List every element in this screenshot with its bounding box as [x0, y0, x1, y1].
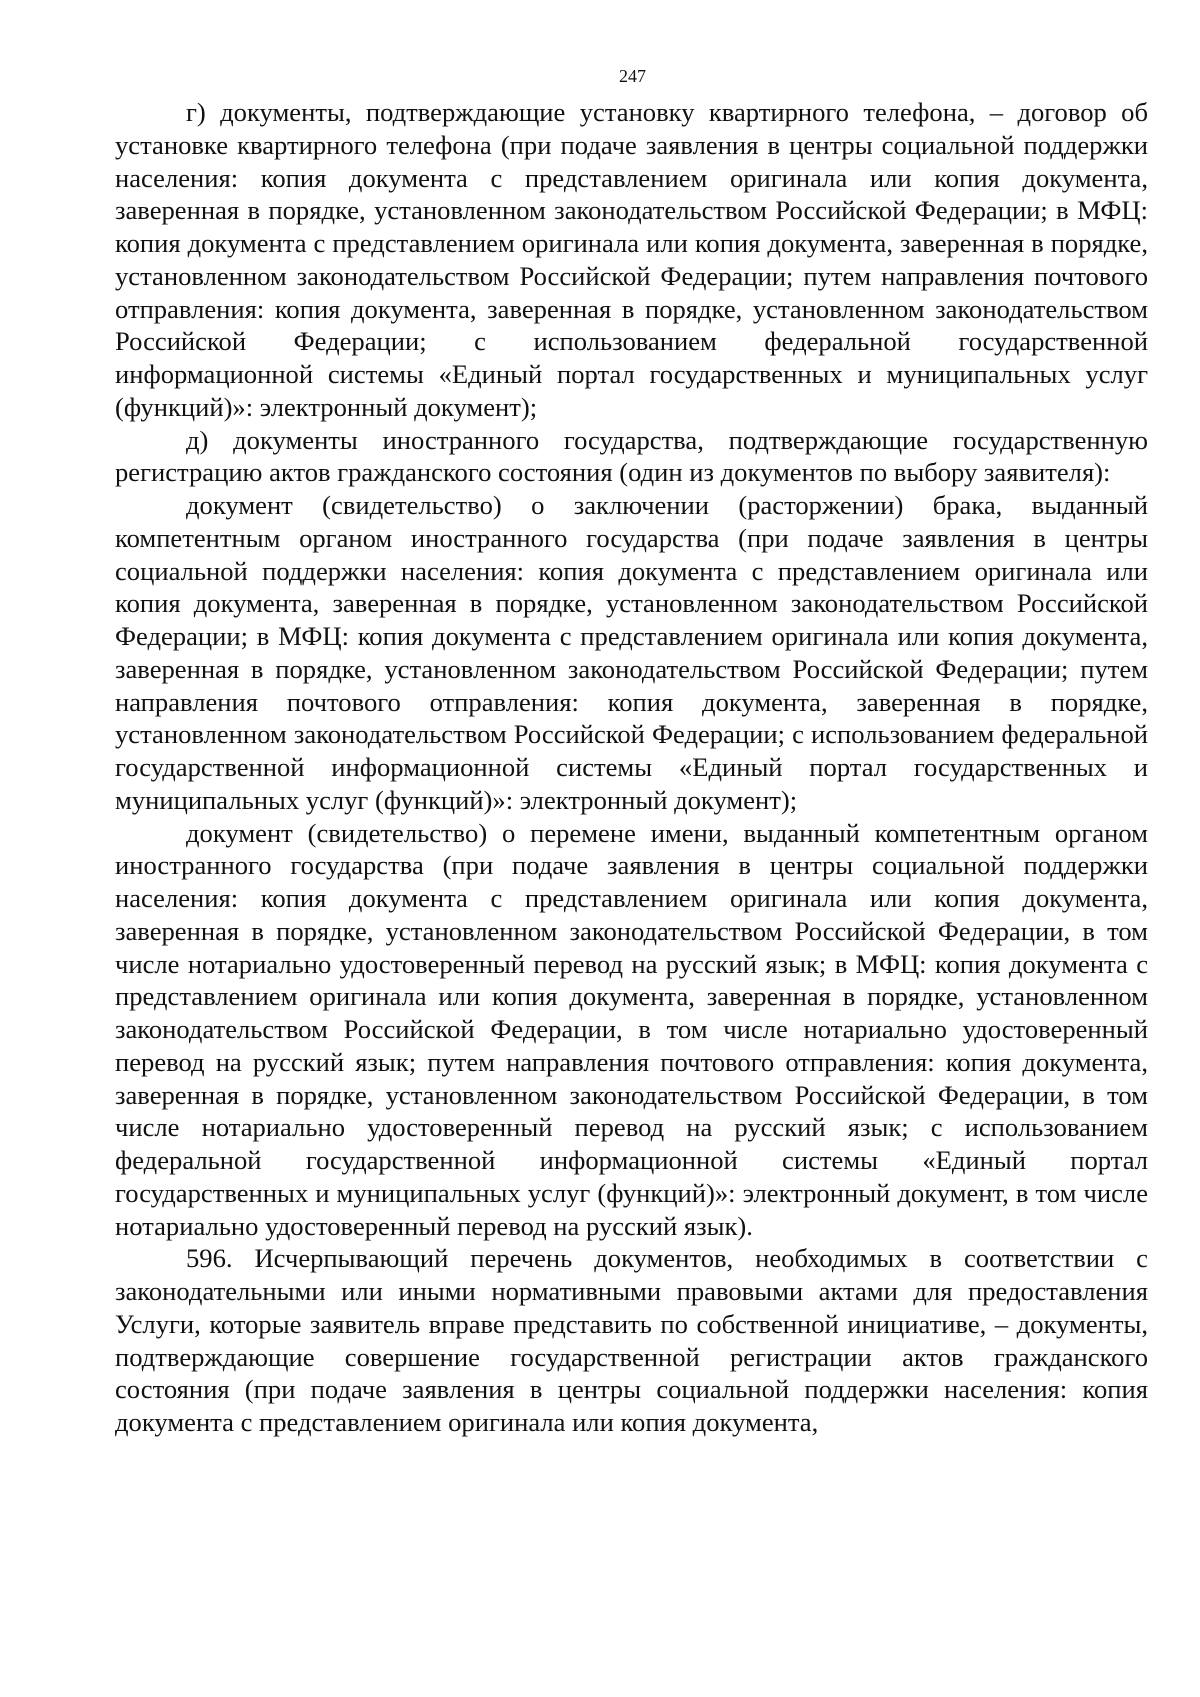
paragraph-d-foreign-documents: д) документы иностранного государства, подтверждающие государственную регистрацию актов гражданского состояния (один из документов по выбору заявителя):	[115, 424, 1148, 488]
page-number: 247	[619, 66, 646, 86]
paragraph-name-change-certificate: документ (свидетельство) о перемене имени, выданный компетентным органом иностранного государства (при подаче заявления в центры социальной поддержки населения: копия документа с представлением оригинала или копия документа, заверенная в порядке, установленном законодательством Российской Федерации, в том числе нотариально удостоверенный перевод на русский язык; в МФЦ: копия документа с представлением оригинала или копия документа, заверенная в порядке, установленном законодательством Российской Федерации, в том числе нотариально удостоверенный перевод на русский язык; путем направления почтового отправления: копия документа, заверенная в порядке, установленном законодательством Российской Федерации, в том числе нотариально удостоверенный перевод на русский язык; с использованием федеральной государственной информационной системы «Единый портал государственных и муниципальных услуг (функций)»: электронный документ, в том числе нотариально удостоверенный перевод на русский язык).	[115, 817, 1148, 1241]
document-page	[115, 62, 1148, 1439]
paragraph-g-phone-documents: г) документы, подтверждающие установку квартирного телефона, – договор об установке квартирного телефона (при подаче заявления в центры социальной поддержки населения: копия документа с представлением оригинала или копия документа, заверенная в порядке, установленном законодательством Российской Федерации; в МФЦ: копия документа с представлением оригинала или копия документа, заверенная в порядке, установленном законодательством Российской Федерации; путем направления почтового отправления: копия документа, заверенная в порядке, установленном законодательством Российской Федерации; с использованием федеральной государственной информационной системы «Единый портал государственных и муниципальных услуг (функций)»: электронный документ);	[115, 97, 1148, 422]
paragraph-596-document-list: 596. Исчерпывающий перечень документов, необходимых в соответствии с законодательными или иными нормативными правовыми актами для предоставления Услуги, которые заявитель вправе представить по собственной инициативе, – документы, подтверждающие совершение государственной регистрации актов гражданского состояния (при подаче заявления в центры социальной поддержки населения: копия документа с представлением оригинала или копия документа,	[115, 1243, 1148, 1437]
paragraph-marriage-certificate: документ (свидетельство) о заключении (расторжении) брака, выданный компетентным органом иностранного государства (при подаче заявления в центры социальной поддержки населения: копия документа с представлением оригинала или копия документа, заверенная в порядке, установленном законодательством Российской Федерации; в МФЦ: копия документа с представлением оригинала или копия документа, заверенная в порядке, установленном законодательством Российской Федерации; путем направления почтового отправления: копия документа, заверенная в порядке, установленном законодательством Российской Федерации; с использованием федеральной государственной информационной системы «Единый портал государственных и муниципальных услуг (функций)»: электронный документ);	[115, 490, 1148, 815]
